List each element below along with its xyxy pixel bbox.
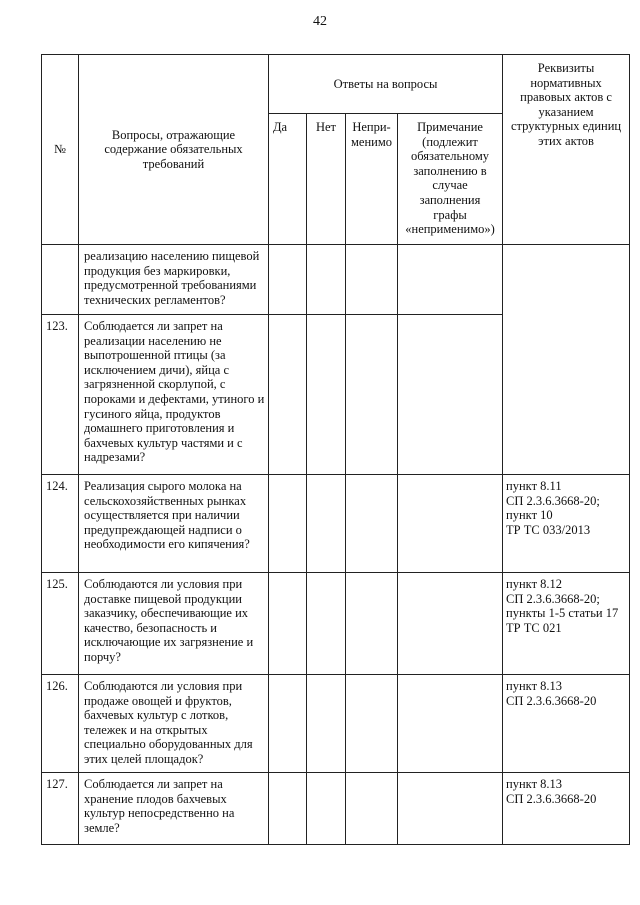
row-question: Реализация сырого молока на сельскохозяйственных рынках осуществляется при наличии предупреждающей надписи о необходимости его кипячения? <box>79 475 269 573</box>
row-question: Соблюдается ли запрет на хранение плодов бахчевых культур непосредственно на земле? <box>79 773 269 845</box>
answer-no-cell[interactable] <box>307 573 346 675</box>
answer-yes-cell[interactable] <box>269 675 307 773</box>
answer-yes-cell[interactable] <box>269 773 307 845</box>
answer-na-cell[interactable] <box>346 315 398 475</box>
reference-line: СП 2.3.6.3668-20; <box>506 493 600 508</box>
header-answers: Ответы на вопросы <box>269 55 503 114</box>
answer-na-cell[interactable] <box>346 675 398 773</box>
note-cell[interactable] <box>398 573 503 675</box>
reference-line: пункты 1-5 статьи 17 <box>506 606 619 621</box>
note-cell[interactable] <box>398 675 503 773</box>
answer-no-cell[interactable] <box>307 475 346 573</box>
answer-yes-cell[interactable] <box>269 573 307 675</box>
answer-no-cell[interactable] <box>307 675 346 773</box>
header-questions: Вопросы, отражающие содержание обязательных требований <box>79 55 269 245</box>
answer-na-cell[interactable] <box>346 475 398 573</box>
answer-na-cell[interactable] <box>346 573 398 675</box>
table-row <box>42 475 630 573</box>
answer-yes-cell[interactable] <box>269 475 307 573</box>
answer-na-cell[interactable] <box>346 245 398 315</box>
header-requisites: Реквизиты нормативных правовых актов с указанием структурных единиц этих актов <box>503 55 630 245</box>
page-number: 42 <box>313 14 327 29</box>
row-number: 127. <box>42 773 79 845</box>
note-cell[interactable] <box>398 315 503 475</box>
reference-line: пункт 8.11 <box>506 479 562 493</box>
table-row <box>42 245 630 315</box>
checklist-table <box>41 54 630 845</box>
header-no: Нет <box>307 114 346 245</box>
requisites-cell <box>503 475 630 573</box>
note-cell[interactable] <box>398 475 503 573</box>
row-number <box>42 245 79 315</box>
header-yes: Да <box>269 114 307 245</box>
row-number: 126. <box>42 675 79 773</box>
reference-line: пункт 8.13 <box>506 679 563 693</box>
reference-line: ТР ТС 033/2013 <box>506 522 591 537</box>
answer-no-cell[interactable] <box>307 315 346 475</box>
header-note: Примечание (подлежит обязательному заполнению в случае заполнения графы «неприменимо») <box>398 114 503 245</box>
answer-no-cell[interactable] <box>307 245 346 315</box>
table-row <box>42 773 630 845</box>
note-cell[interactable] <box>398 773 503 845</box>
table-row <box>42 675 630 773</box>
requisites-cell <box>503 245 630 475</box>
header-not-applicable: Непри-менимо <box>346 114 398 245</box>
table-row <box>42 573 630 675</box>
row-question: Соблюдаются ли условия при доставке пищевой продукции заказчику, обеспечивающие их качество, безопасность и исключающие их загрязнение и порчу? <box>79 573 269 675</box>
note-cell[interactable] <box>398 245 503 315</box>
reference-line: пункт 8.13 <box>506 777 563 791</box>
reference-line: пункт 8.12 <box>506 577 563 591</box>
reference-line: ТР ТС 021 <box>506 620 562 635</box>
requisites-cell <box>503 573 630 675</box>
reference-line: СП 2.3.6.3668-20 <box>506 791 597 806</box>
row-question: Соблюдается ли запрет на реализации населению не выпотрошенной птицы (за исключением дичи), яйца с загрязненной скорлупой, с пороками и дефектами, утиного и гусиного яйца, продуктов домашнего приготовления и бахчевых культур частями и с надрезами? <box>79 315 269 475</box>
reference-line: СП 2.3.6.3668-20; <box>506 591 600 606</box>
row-number: 125. <box>42 573 79 675</box>
requisites-cell <box>503 675 630 773</box>
answer-na-cell[interactable] <box>346 773 398 845</box>
row-question: реализацию населению пищевой продукция без маркировки, предусмотренной требованиями технических регламентов? <box>79 245 269 315</box>
answer-yes-cell[interactable] <box>269 245 307 315</box>
requisites-cell <box>503 773 630 845</box>
answer-no-cell[interactable] <box>307 773 346 845</box>
reference-line: пункт 10 <box>506 508 553 523</box>
row-number: 124. <box>42 475 79 573</box>
header-number: № <box>42 55 79 245</box>
answer-yes-cell[interactable] <box>269 315 307 475</box>
row-number: 123. <box>42 315 79 475</box>
header-row-top <box>42 55 630 114</box>
row-question: Соблюдаются ли условия при продаже овощей и фруктов, бахчевых культур с лотков, тележек и на открытых специально оборудованных для этих целей площадок? <box>79 675 269 773</box>
reference-line: СП 2.3.6.3668-20 <box>506 693 597 708</box>
